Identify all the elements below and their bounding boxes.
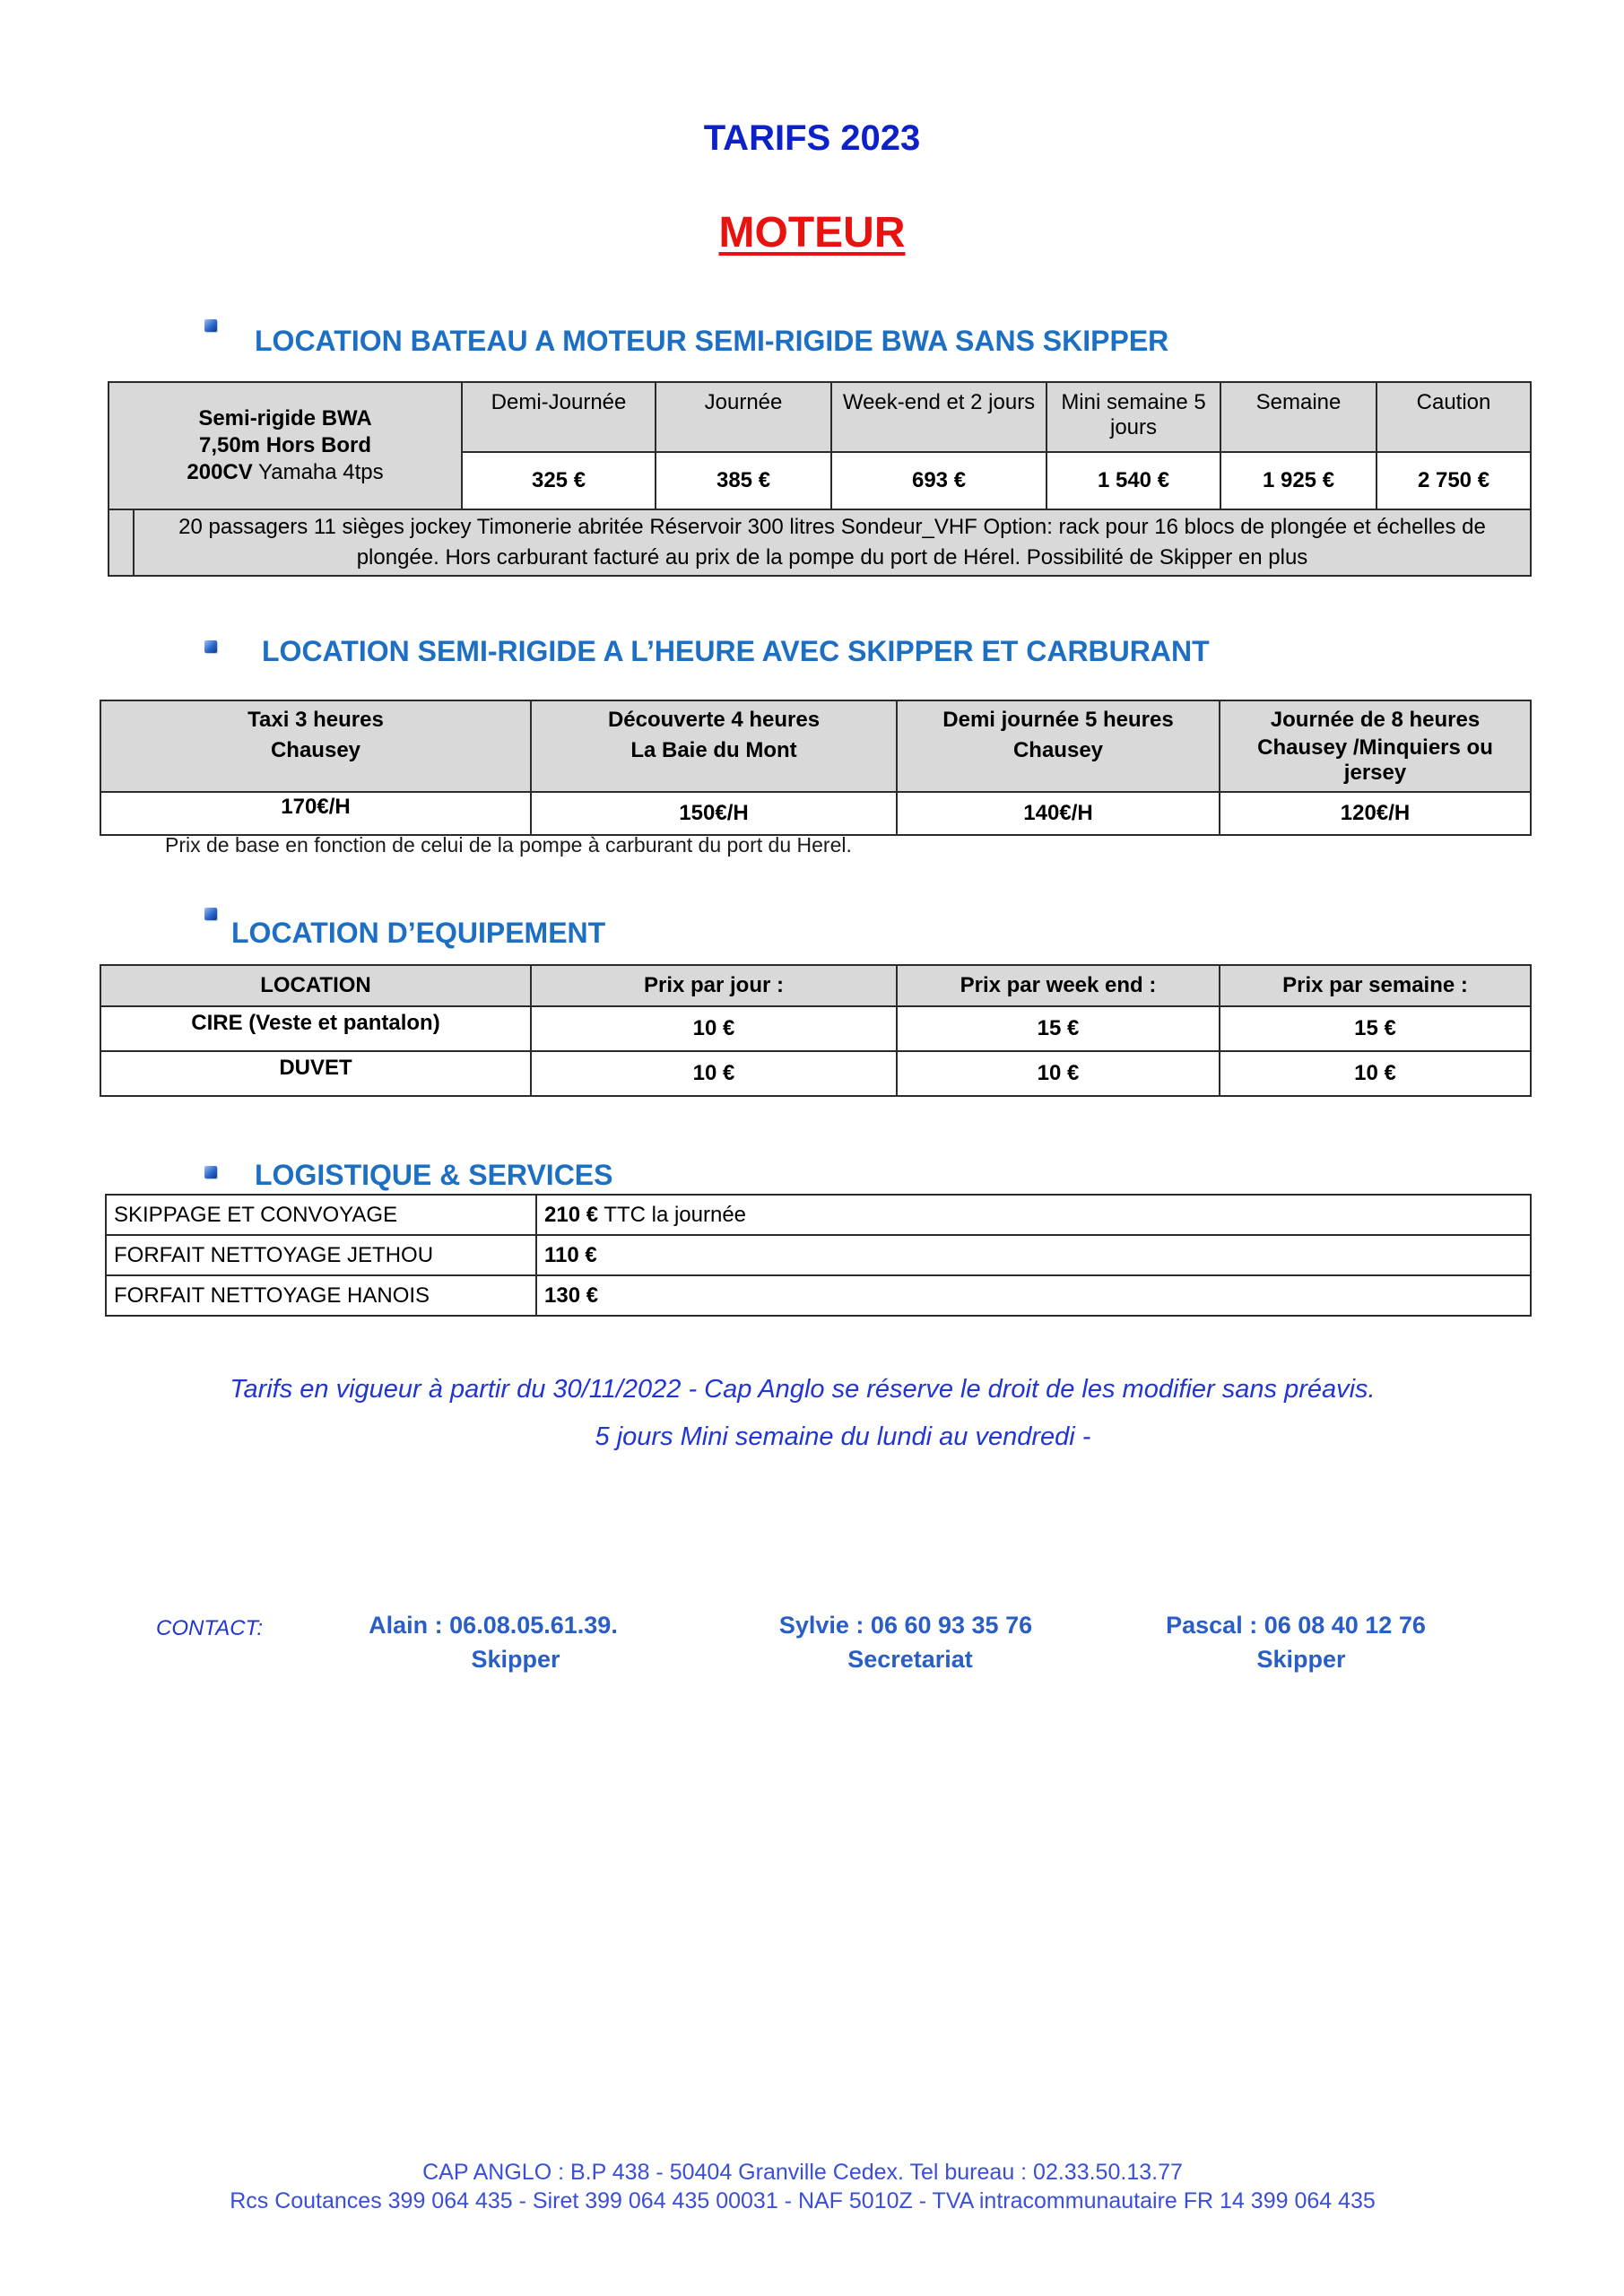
col-header: Week-end et 2 jours [831,382,1046,452]
trip-header: Taxi 3 heures Chausey [100,700,531,792]
mini-week-notice: 5 jours Mini semaine du lundi au vendredi - [595,1422,1091,1451]
service-label: SKIPPAGE ET CONVOYAGE [106,1195,536,1235]
bullet-icon [204,319,217,332]
logistics-table [105,1194,1532,1317]
equipment-item: DUVET [100,1051,531,1096]
contact-sylvie: Sylvie : 06 60 93 35 76 Secretariat [778,1612,1033,1673]
service-label: FORFAIT NETTOYAGE HANOIS [106,1275,536,1316]
hourly-price: 170€/H [100,792,531,835]
hourly-price: 120€/H [1220,792,1531,835]
price-cell: 1 540 € [1046,452,1220,509]
price-cell: 15 € [1220,1006,1531,1051]
hourly-price: 150€/H [531,792,897,835]
boat-line1: Semi-rigide BWA [198,406,372,430]
service-label: FORFAIT NETTOYAGE JETHOU [106,1235,536,1275]
hourly-price: 140€/H [897,792,1220,835]
service-price: 130 € [536,1275,1531,1316]
price-cell: 15 € [897,1006,1220,1051]
service-price: 110 € [536,1235,1531,1275]
note-spacer [109,509,134,576]
price-cell: 2 750 € [1376,452,1531,509]
equipment-table [100,964,1532,1097]
col-header: Caution [1376,382,1531,452]
price-cell: 10 € [1220,1051,1531,1096]
category-title: MOTEUR [718,209,906,257]
price-cell: 385 € [656,452,831,509]
bullet-icon [204,908,217,920]
price-cell: 10 € [531,1051,897,1096]
price-cell: 10 € [531,1006,897,1051]
validity-notice: Tarifs en vigueur à partir du 30/11/2022 - Cap Anglo se réserve le droit de les modifier sans préavis. [230,1375,1376,1404]
trip-header: Découverte 4 heures La Baie du Mont [531,700,897,792]
col-header: Prix par week end : [897,965,1220,1006]
section-title-boat-rental: LOCATION BATEAU A MOTEUR SEMI-RIGIDE BWA SANS SKIPPER [255,325,1169,357]
contact-alain: Alain : 06.08.05.61.39. Skipper [369,1612,618,1673]
price-cell: 693 € [831,452,1046,509]
equipment-item: CIRE (Veste et pantalon) [100,1006,531,1051]
col-header: Prix par semaine : [1220,965,1531,1006]
contact-label: CONTACT: [156,1616,264,1640]
col-header: Demi-Journée [462,382,656,452]
price-cell: 10 € [897,1051,1220,1096]
contact-pascal: Pascal : 06 08 40 12 76 Skipper [1166,1612,1426,1673]
trip-header: Journée de 8 heures Chausey /Minquiers ou jersey [1220,700,1531,792]
col-header: Prix par jour : [531,965,897,1006]
col-header: LOCATION [100,965,531,1006]
boat-rental-table [108,381,1532,577]
hourly-rental-table [100,700,1532,836]
boat-line2: 7,50m Hors Bord [198,433,372,457]
bullet-icon [204,640,217,653]
price-cell: 1 925 € [1220,452,1376,509]
footer-address: CAP ANGLO : B.P 438 - 50404 Granville Cedex. Tel bureau : 02.33.50.13.77 [422,2160,1183,2185]
section-title-hourly-rental: LOCATION SEMI-RIGIDE A L’HEURE AVEC SKIPPER ET CARBURANT [262,635,1210,667]
bullet-icon [204,1166,217,1178]
boat-description [109,382,462,509]
col-header: Mini semaine 5 jours [1046,382,1220,452]
boat-line3: 200CV Yamaha 4tps [187,460,384,484]
section-title-equipment: LOCATION D’EQUIPEMENT [231,917,606,949]
footer-legal: Rcs Coutances 399 064 435 - Siret 399 064 435 00031 - NAF 5010Z - TVA intracommunautaire FR 14 399 064 435 [230,2188,1376,2213]
col-header: Semaine [1220,382,1376,452]
col-header: Journée [656,382,831,452]
boat-note: 20 passagers 11 sièges jockey Timonerie abritée Réservoir 300 litres Sondeur_VHF Option: rack pour 16 blocs de plongée et échelles de plongée. Hors carburant facturé au prix de la pompe du port de Hérel. Possibilité de Skipper en plus [134,509,1531,576]
fuel-note: Prix de base en fonction de celui de la pompe à carburant du port du Herel. [165,833,852,857]
service-price: 210 € TTC la journée [536,1195,1531,1235]
section-title-logistics: LOGISTIQUE & SERVICES [255,1159,613,1191]
price-cell: 325 € [462,452,656,509]
page-title: TARIFS 2023 [703,118,921,158]
trip-header: Demi journée 5 heures Chausey [897,700,1220,792]
